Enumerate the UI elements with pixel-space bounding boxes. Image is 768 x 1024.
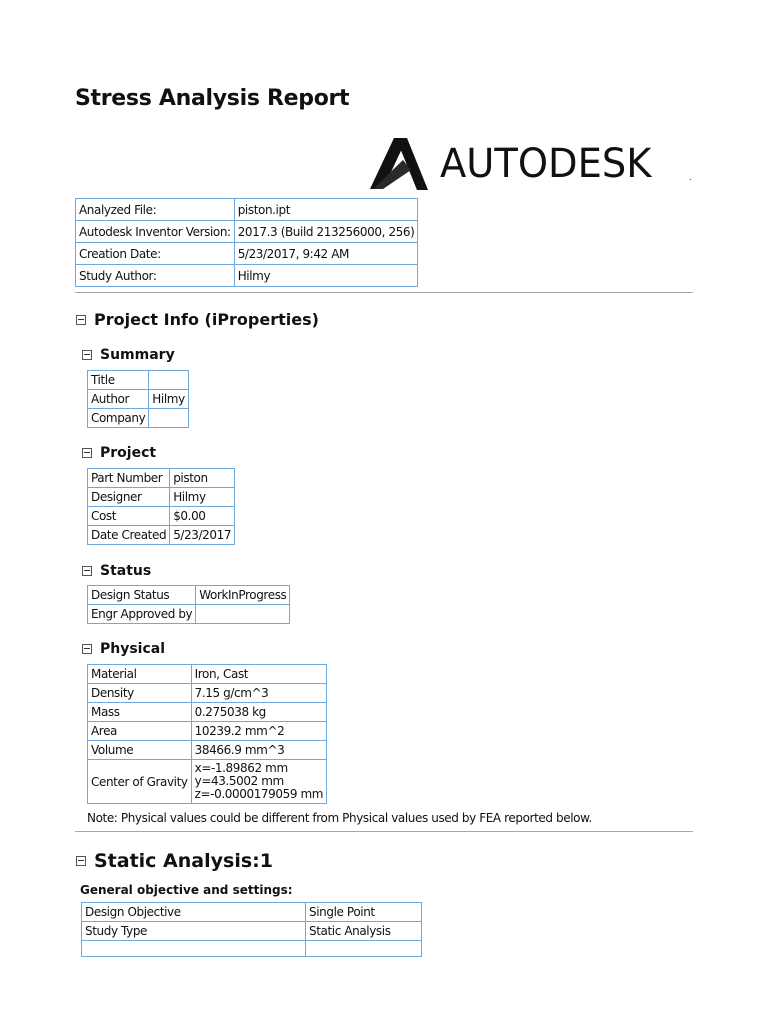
file-info-label: Study Author: xyxy=(76,265,235,287)
table-row xyxy=(88,371,189,390)
table-row xyxy=(88,526,235,545)
collapse-toggle-icon[interactable] xyxy=(82,350,92,360)
static-analysis-heading-text: Static Analysis:1 xyxy=(94,850,273,872)
divider xyxy=(75,292,693,293)
table-row xyxy=(88,605,290,624)
project-heading-text: Project xyxy=(100,445,157,461)
table-row xyxy=(82,903,422,922)
physical-label: Center of Gravity xyxy=(88,760,192,804)
project-value: 5/23/2017 xyxy=(170,526,235,545)
summary-label: Company xyxy=(88,409,149,428)
collapse-toggle-icon[interactable] xyxy=(82,448,92,458)
project-label: Cost xyxy=(88,507,170,526)
table-row xyxy=(82,941,422,957)
table-row xyxy=(76,243,418,265)
file-info-value: Hilmy xyxy=(234,265,418,287)
summary-heading-text: Summary xyxy=(100,347,175,363)
static-analysis-heading[interactable] xyxy=(76,850,273,872)
autodesk-logo xyxy=(370,138,695,196)
project-value: Hilmy xyxy=(170,488,235,507)
physical-heading[interactable] xyxy=(82,641,165,657)
collapse-toggle-icon[interactable] xyxy=(76,315,86,325)
physical-value: 38466.9 mm^3 xyxy=(191,741,326,760)
summary-label: Title xyxy=(88,371,149,390)
status-heading[interactable] xyxy=(82,563,151,579)
summary-value xyxy=(149,409,188,428)
autodesk-logo-text: AUTODESK xyxy=(440,141,652,187)
status-label: Engr Approved by xyxy=(88,605,196,624)
project-value: $0.00 xyxy=(170,507,235,526)
project-label: Designer xyxy=(88,488,170,507)
physical-value: 7.15 g/cm^3 xyxy=(191,684,326,703)
status-heading-text: Status xyxy=(100,563,152,579)
cog-x: x=-1.89862 mm xyxy=(194,761,288,775)
table-row xyxy=(88,586,290,605)
status-label: Design Status xyxy=(88,586,196,605)
table-row xyxy=(88,665,327,684)
settings-value: Static Analysis xyxy=(306,922,422,941)
table-row xyxy=(76,199,418,221)
report-title: Stress Analysis Report xyxy=(75,86,350,111)
file-info-value: 5/23/2017, 9:42 AM xyxy=(234,243,418,265)
logo-registered-mark: . xyxy=(689,173,692,182)
summary-label: Author xyxy=(88,390,149,409)
physical-table xyxy=(87,664,327,804)
table-row xyxy=(88,409,189,428)
project-info-heading-text: Project Info (iProperties) xyxy=(94,310,319,329)
file-info-value: piston.ipt xyxy=(234,199,418,221)
cog-z: z=-0.0000179059 mm xyxy=(194,787,324,801)
physical-value: 10239.2 mm^2 xyxy=(191,722,326,741)
table-row xyxy=(88,741,327,760)
collapse-toggle-icon[interactable] xyxy=(82,566,92,576)
physical-label: Mass xyxy=(88,703,192,722)
table-row xyxy=(76,221,418,243)
file-info-label: Autodesk Inventor Version: xyxy=(76,221,235,243)
table-row xyxy=(88,684,327,703)
autodesk-logo-icon xyxy=(370,138,430,196)
center-of-gravity-value xyxy=(191,760,326,804)
table-row xyxy=(82,922,422,941)
physical-heading-text: Physical xyxy=(100,641,166,657)
table-row xyxy=(88,760,327,804)
file-info-table xyxy=(75,198,418,287)
divider xyxy=(75,831,693,832)
summary-value: Hilmy xyxy=(149,390,188,409)
physical-value: 0.275038 kg xyxy=(191,703,326,722)
collapse-toggle-icon[interactable] xyxy=(76,856,86,866)
status-table xyxy=(87,585,290,624)
table-row xyxy=(88,703,327,722)
file-info-label: Creation Date: xyxy=(76,243,235,265)
project-info-heading[interactable] xyxy=(76,310,319,329)
project-table xyxy=(87,468,235,545)
table-row xyxy=(88,507,235,526)
collapse-toggle-icon[interactable] xyxy=(82,644,92,654)
settings-label: Design Objective xyxy=(82,903,306,922)
cog-y: y=43.5002 mm xyxy=(194,774,284,788)
general-settings-table xyxy=(81,902,422,957)
status-value xyxy=(196,605,290,624)
settings-label xyxy=(82,941,306,957)
settings-value: Single Point xyxy=(306,903,422,922)
summary-heading[interactable] xyxy=(82,347,175,363)
physical-value: Iron, Cast xyxy=(191,665,326,684)
file-info-label: Analyzed File: xyxy=(76,199,235,221)
table-row xyxy=(88,488,235,507)
table-row xyxy=(88,722,327,741)
physical-label: Material xyxy=(88,665,192,684)
project-heading[interactable] xyxy=(82,445,156,461)
table-row xyxy=(88,469,235,488)
status-value: WorkInProgress xyxy=(196,586,290,605)
project-label: Date Created xyxy=(88,526,170,545)
summary-value xyxy=(149,371,188,390)
table-row xyxy=(76,265,418,287)
summary-table xyxy=(87,370,189,428)
file-info-value: 2017.3 (Build 213256000, 256) xyxy=(234,221,418,243)
general-settings-heading: General objective and settings: xyxy=(80,883,293,897)
project-value: piston xyxy=(170,469,235,488)
physical-label: Volume xyxy=(88,741,192,760)
settings-value xyxy=(306,941,422,957)
project-label: Part Number xyxy=(88,469,170,488)
physical-label: Density xyxy=(88,684,192,703)
settings-label: Study Type xyxy=(82,922,306,941)
physical-note: Note: Physical values could be different from Physical values used by FEA reported below. xyxy=(87,811,592,825)
table-row xyxy=(88,390,189,409)
physical-label: Area xyxy=(88,722,192,741)
